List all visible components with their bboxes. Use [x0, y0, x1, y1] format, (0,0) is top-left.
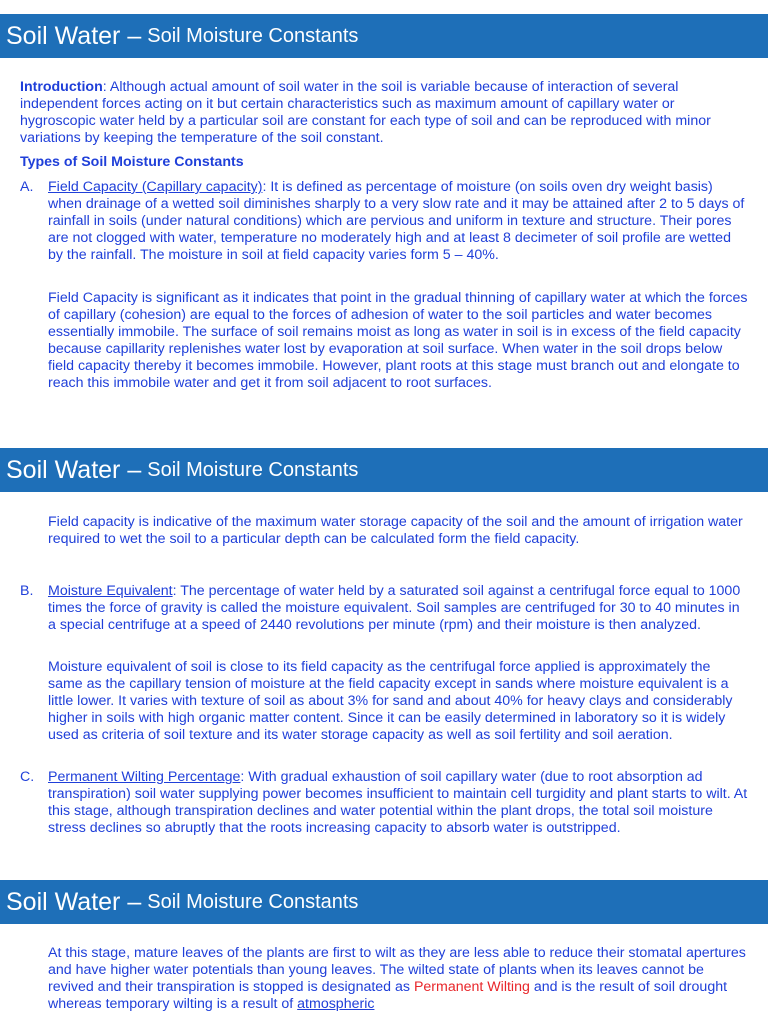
moisture-equivalent-detail: Moisture equivalent of soil is close to its field capacity as the centrifugal force applied is approximately the same as the capillary tension of moisture at the field capacity except in sands where moisture equivalent is a little lower. It varies with texture of soil as about 3% for sand and about 40% for heavy clays and considerably higher in soils with high organic matter content. Since it can be easily determined in laboratory so it is widely used as criteria of soil texture and its water storage capacity as well as soil fertility and soil aeration. — [48, 659, 733, 743]
permanent-wilting-highlight: Permanent Wilting — [413, 979, 530, 995]
moisture-equivalent-paragraph — [48, 583, 748, 634]
slide1-title: Soil Water – — [6, 21, 142, 50]
wilting-stage-text-mid: and is the result of soil drought whereas temporary wilting is a result of — [48, 979, 728, 1012]
moisture-equivalent-text: : The percentage of water held by a saturated soil against a centrifugal force equal to 1000 times the force of gravity is called the moisture equivalent. Soil samples are centrifuged for 30 to 40 minutes in a special centrifuge at a speed of 2440 revolutions per minute (rpm) and their moisture is then analyzed. — [48, 583, 741, 633]
slide3-subtitle: Soil Moisture Constants — [147, 890, 359, 913]
intro-label: Introduction — [20, 79, 103, 95]
intro-text: : Although actual amount of soil water in the soil is variable because of interaction of several independent forces acting on it but certain characteristics such as maximum amount of capillary water or hygroscopic water held by a particular soil are constant for each type of soil and can be reproduced with minor variations by keeping the temperature of the soil constant. — [20, 79, 711, 146]
slide2-header — [0, 448, 768, 492]
slide3-header — [0, 880, 768, 924]
field-capacity-term: Field Capacity (Capillary capacity) — [48, 179, 263, 195]
field-capacity-paragraph — [48, 179, 748, 264]
field-capacity-text: : It is defined as percentage of moisture (on soils oven dry weight basis) when drainage of a wetted soil diminishes sharply to a very slow rate and it may be attained after 2 to 5 days of rainfall in soils (under natural conditions) which are pervious and uniform in texture and structure. Their pores are not clogged with water, temperature no moderately high and at least 8 decimeter of soil profile are wetted by the rainfall. The moisture in soil at field capacity varies form 5 – 40%. — [48, 179, 745, 263]
slide2-title: Soil Water – — [6, 455, 142, 484]
slide2-subtitle: Soil Moisture Constants — [147, 458, 359, 481]
wilting-percentage-term: Permanent Wilting Percentage — [48, 769, 241, 785]
wilting-stage-text: At this stage, mature leaves of the plants are first to wilt as they are less able to reduce their stomatal apertures and have higher water potentials than young leaves. The wilted state of plants when its leaves cannot be revived and their transpiration is stopped is designated as — [48, 945, 746, 995]
slide1-header — [0, 14, 768, 58]
list-marker-a: A. — [20, 179, 34, 195]
list-marker-b: B. — [20, 583, 34, 599]
wilting-stage-paragraph — [48, 945, 748, 1013]
slide1-intro — [20, 79, 750, 147]
slide1-subtitle: Soil Moisture Constants — [147, 24, 359, 47]
field-capacity-significance: Field Capacity is significant as it indicates that point in the gradual thinning of capillary water at which the forces of capillary (cohesion) are equal to the forces of adhesion of water to the soil particles and water becomes essentially immobile. The surface of soil remains moist as long as water in soil is in excess of the field capacity because capillarity replenishes water lost by evaporation at soil surface. When water in the soil drops below field capacity thereby it becomes immobile. However, plant roots at this stage must branch out and elongate to reach this immobile water and get it from soil adjacent to root surfaces. — [48, 290, 748, 391]
atmospheric-term: atmospheric — [297, 996, 375, 1012]
wilting-percentage-text: : With gradual exhaustion of soil capillary water (due to root absorption ad transpiration) soil water supplying power becomes insufficient to maintain cell turgidity and plant starts to wilt. At this stage, although transpiration declines and water potential within the plant drops, the total soil moisture stress declines so abruptly that the roots increasing capacity to absorb water is outstripped. — [48, 769, 748, 836]
field-capacity-indicative: Field capacity is indicative of the maximum water storage capacity of the soil and the amount of irrigation water required to wet the soil to a particular depth can be calculated form the field capacity. — [48, 514, 743, 547]
slide3-title: Soil Water – — [6, 887, 142, 916]
list-marker-c: C. — [20, 769, 35, 785]
wilting-percentage-paragraph — [48, 769, 748, 837]
types-heading: Types of Soil Moisture Constants — [20, 154, 244, 170]
moisture-equivalent-term: Moisture Equivalent — [48, 583, 173, 599]
